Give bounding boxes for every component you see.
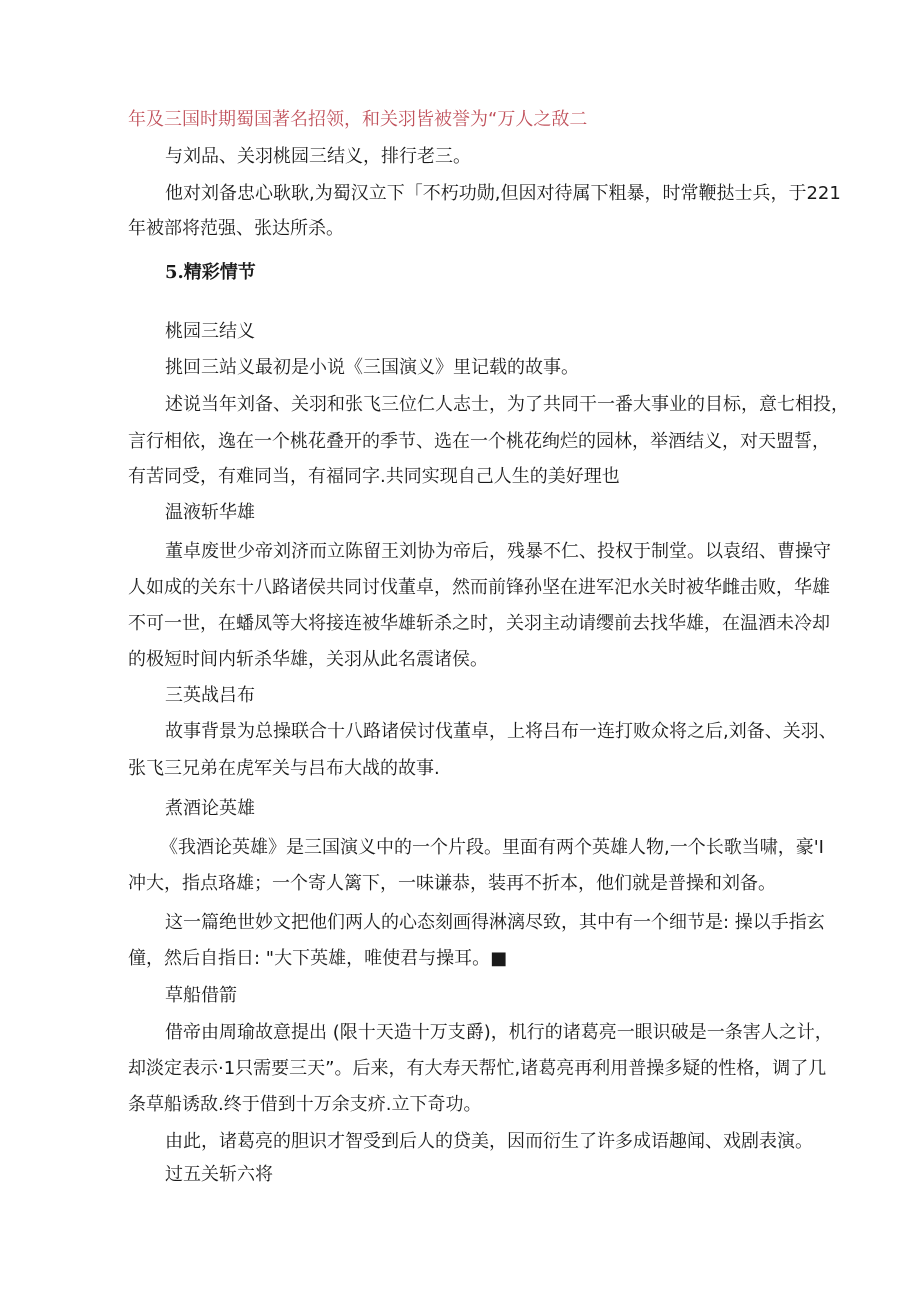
story-heading: 过五关斩六将	[165, 1164, 273, 1185]
text-line: 条草船诱敌.终于借到十万余支疥.立下奇功。	[128, 1094, 482, 1115]
text-line: 冲大，指点珞雄；一个寄人篱下，一味谦恭，装再不折本，他们就是普操和刘备。	[128, 873, 776, 894]
text-line: 与刘品、关羽桃园三结义，排行老三。	[165, 146, 471, 167]
text-line: 不可一世，在蟠凤等大将接连被华雄斩杀之时，关羽主动请缨前去找华雄，在温酒未冷却	[128, 613, 830, 634]
story-heading: 桃园三结义	[165, 321, 255, 342]
story-heading: 煮酒论英雄	[165, 798, 255, 819]
section-title: 5.精彩情节	[165, 262, 256, 283]
text-line: 述说当年刘备、关羽和张飞三位仁人志士，为了共同干一番大事业的目标，意七相投，	[165, 394, 849, 415]
story-heading: 温液斩华雄	[165, 502, 255, 523]
text-line: 董卓废世少帝刘济而立陈留王刘协为帝后，残暴不仁、投权于制堂。以袁绍、曹操守	[165, 541, 831, 562]
text-line: 却淡定表示·1只需要三天”。后来，有大寿天帮忙,诸葛亮再利用普操多疑的性格，调了几	[128, 1058, 827, 1079]
text-line: 借帝由周瑜故意提出 (限十天造十万支爵)，机行的诸葛亮一眼识破是一条害人之计，	[165, 1022, 833, 1043]
text-line: 言行相依，逸在一个桃花叠开的季节、选在一个桃花绚烂的园林，举酒结义，对天盟誓，	[128, 431, 830, 452]
text-line: 挑回三站义最初是小说《三国演义》里记载的故事。	[165, 357, 579, 378]
story-heading: 草船借箭	[165, 985, 237, 1006]
text-line: 故事背景为总操联合十八路诸侯讨伐董卓，上将吕布一连打败众将之后,刘备、关羽、	[165, 721, 837, 742]
text-line: 有苦同受，有难同当，有福同字.共同实现自己人生的美好理也	[128, 466, 620, 487]
text-line: 人如成的关东十八路诸侯共同讨伐董卓，然而前锋孙坚在进军汜水关时被华雌击败，华雄	[128, 577, 830, 598]
text-line: 这一篇绝世妙文把他们两人的心态刻画得淋漓尽致，其中有一个细节是: 操以手指玄	[165, 912, 825, 933]
text-line: 他对刘备忠心耿耿,为蜀汉立下「不朽功勋,但因对待属下粗暴，时常鞭挞士兵，于221	[165, 183, 841, 204]
text-line: 张飞三兄弟在虎军关与吕布大战的故事.	[128, 758, 440, 779]
text-line: 年被部将范强、张达所杀。	[128, 218, 344, 239]
text-line: 的极短时间内斩杀华雄，关羽从此名震诸侯。	[128, 649, 488, 670]
text-line: 僮，然后自指日: "大下英雄，唯使君与操耳。■	[128, 948, 508, 969]
text-line: 由此，诸葛亮的胆识才智受到后人的贷美，因而衍生了许多成语趣闻、戏剧表演。	[165, 1131, 813, 1152]
story-heading: 三英战吕布	[165, 685, 255, 706]
text-line: 年及三国时期蜀国著名招领，和关羽皆被誉为“万人之敌二	[128, 109, 588, 130]
text-line: 《我酒论英雄》是三国演义中的一个片段。里面有两个英雄人物,一个长歌当啸，豪'I	[160, 837, 824, 858]
